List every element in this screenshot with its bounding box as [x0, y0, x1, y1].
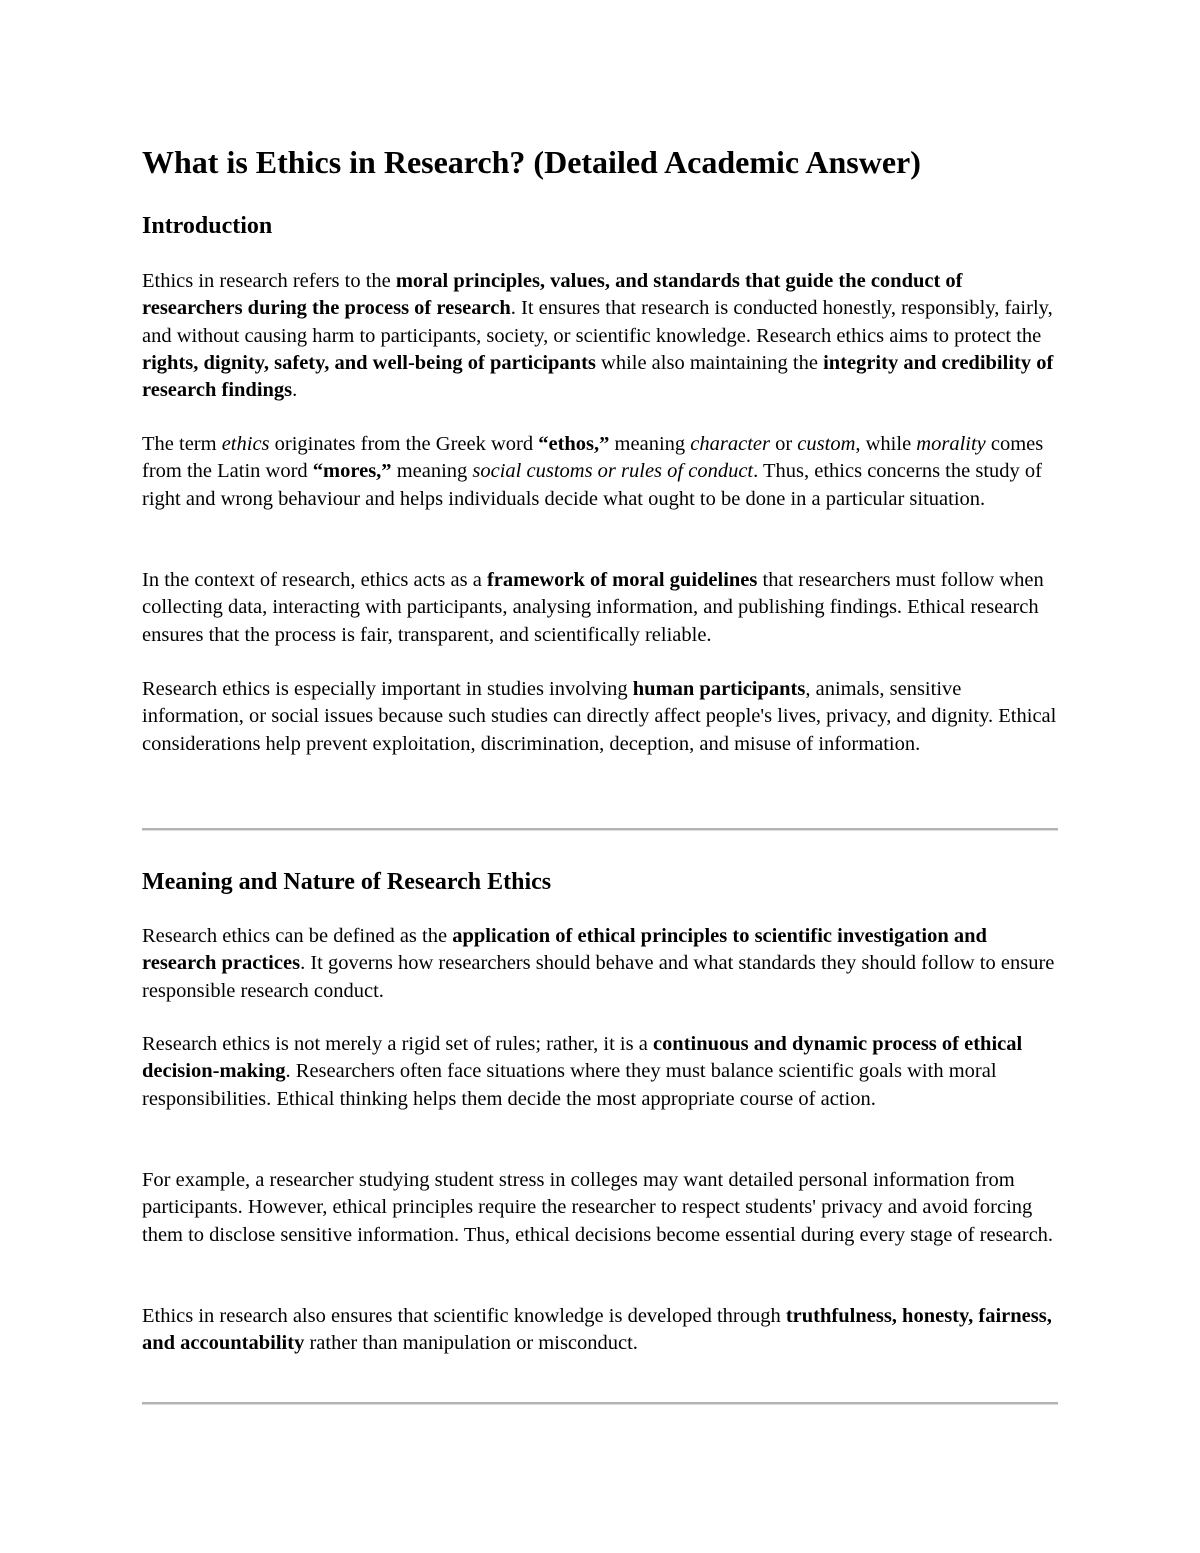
- text-run: , while: [855, 433, 917, 455]
- bold-text: rights, dignity, safety, and well-being of participants: [142, 351, 596, 374]
- text-run: comes from the Latin word: [142, 433, 1044, 483]
- bold-text: moral principles, values, and standards that guide the conduct of researchers during the process of research: [142, 270, 963, 320]
- bold-text: “ethos,”: [538, 433, 610, 455]
- text-run: rather than manipulation or misconduct.: [304, 1332, 638, 1355]
- paragraph: [142, 923, 1062, 1005]
- bold-text: continuous and dynamic process of ethical decision-making: [142, 1033, 1023, 1083]
- text-run: meaning: [609, 433, 691, 455]
- paragraph: [142, 268, 1062, 404]
- bold-text: framework of moral guidelines: [486, 569, 758, 591]
- text-run: Ethics in research also ensures that scientific knowledge is developed through: [142, 1305, 786, 1327]
- italic-text: character: [690, 433, 770, 455]
- document-title: What is Ethics in Research? (Detailed Academic Answer): [142, 144, 921, 180]
- heading-meaning-and-nature: Meaning and Nature of Research Ethics: [142, 869, 552, 895]
- text-run: . Researchers often face situations where they must balance scientific goals with moral responsibilities. Ethical thinking helps them decide the most appropriate course of action.: [142, 1060, 997, 1110]
- bold-text: application of ethical principles to scientific investigation and research practices: [142, 925, 987, 975]
- italic-text: ethics: [221, 433, 270, 455]
- text-run: while also maintaining the: [595, 351, 824, 374]
- text-run: . It ensures that research is conducted honestly, responsibly, fairly, and without causing harm to participants, society, or scientific knowledge. Research ethics aims to protect the: [142, 297, 1053, 347]
- heading-introduction: Introduction: [142, 213, 273, 239]
- text-run: or: [769, 433, 798, 455]
- italic-text: social customs or rules of conduct: [472, 460, 754, 483]
- text-run: Research ethics can be defined as the: [142, 925, 453, 947]
- paragraph: [142, 676, 1062, 758]
- paragraph: [142, 1303, 1062, 1358]
- text-run: .: [292, 379, 298, 402]
- horizontal-divider: [142, 1402, 1058, 1405]
- text-run: . Thus, ethics concerns the study of right and wrong behaviour and helps individuals decide what ought to be done in a particular situation.: [142, 460, 1042, 510]
- text-run: The term: [142, 433, 222, 455]
- text-run: Research ethics is not merely a rigid set of rules; rather, it is a: [142, 1033, 653, 1055]
- italic-text: custom: [797, 433, 856, 455]
- text-run: For example, a researcher studying student stress in colleges may want detailed personal information from participants. However, ethical principles require the researcher to respect students' privacy and avoid forcing them to disclose sensitive information. Thus, ethical decisions become essential during every stage of research.: [142, 1169, 1054, 1246]
- text-run: . It governs how researchers should behave and what standards they should follow to ensure responsible research conduct.: [142, 952, 1055, 1002]
- text-run: that researchers must follow when collecting data, interacting with participants, analysing information, and publishing findings. Ethical research ensures that the process is fair, transparent, and scientifically reliable.: [142, 569, 1044, 646]
- horizontal-divider: [142, 828, 1058, 831]
- text-run: Ethics in research refers to the: [142, 270, 396, 292]
- bold-text: integrity and credibility of research findings: [142, 351, 1054, 402]
- paragraph: [142, 567, 1062, 649]
- text-run: meaning: [391, 460, 473, 483]
- paragraph: [142, 1167, 1062, 1249]
- text-run: Research ethics is especially important in studies involving: [142, 678, 633, 700]
- paragraph: [142, 1031, 1062, 1113]
- text-run: originates from the Greek word: [269, 433, 539, 455]
- text-run: In the context of research, ethics acts as a: [142, 569, 487, 591]
- bold-text: truthfulness, honesty, fairness, and accountability: [142, 1305, 1052, 1355]
- paragraph: [142, 431, 1062, 513]
- italic-text: morality: [916, 433, 986, 455]
- text-run: , animals, sensitive information, or social issues because such studies can directly affect people's lives, privacy, and dignity. Ethical considerations help prevent exploitation, discrimination, deception, and misuse of information.: [142, 678, 1057, 755]
- bold-text: “mores,”: [312, 460, 392, 483]
- bold-text: human participants: [632, 678, 806, 700]
